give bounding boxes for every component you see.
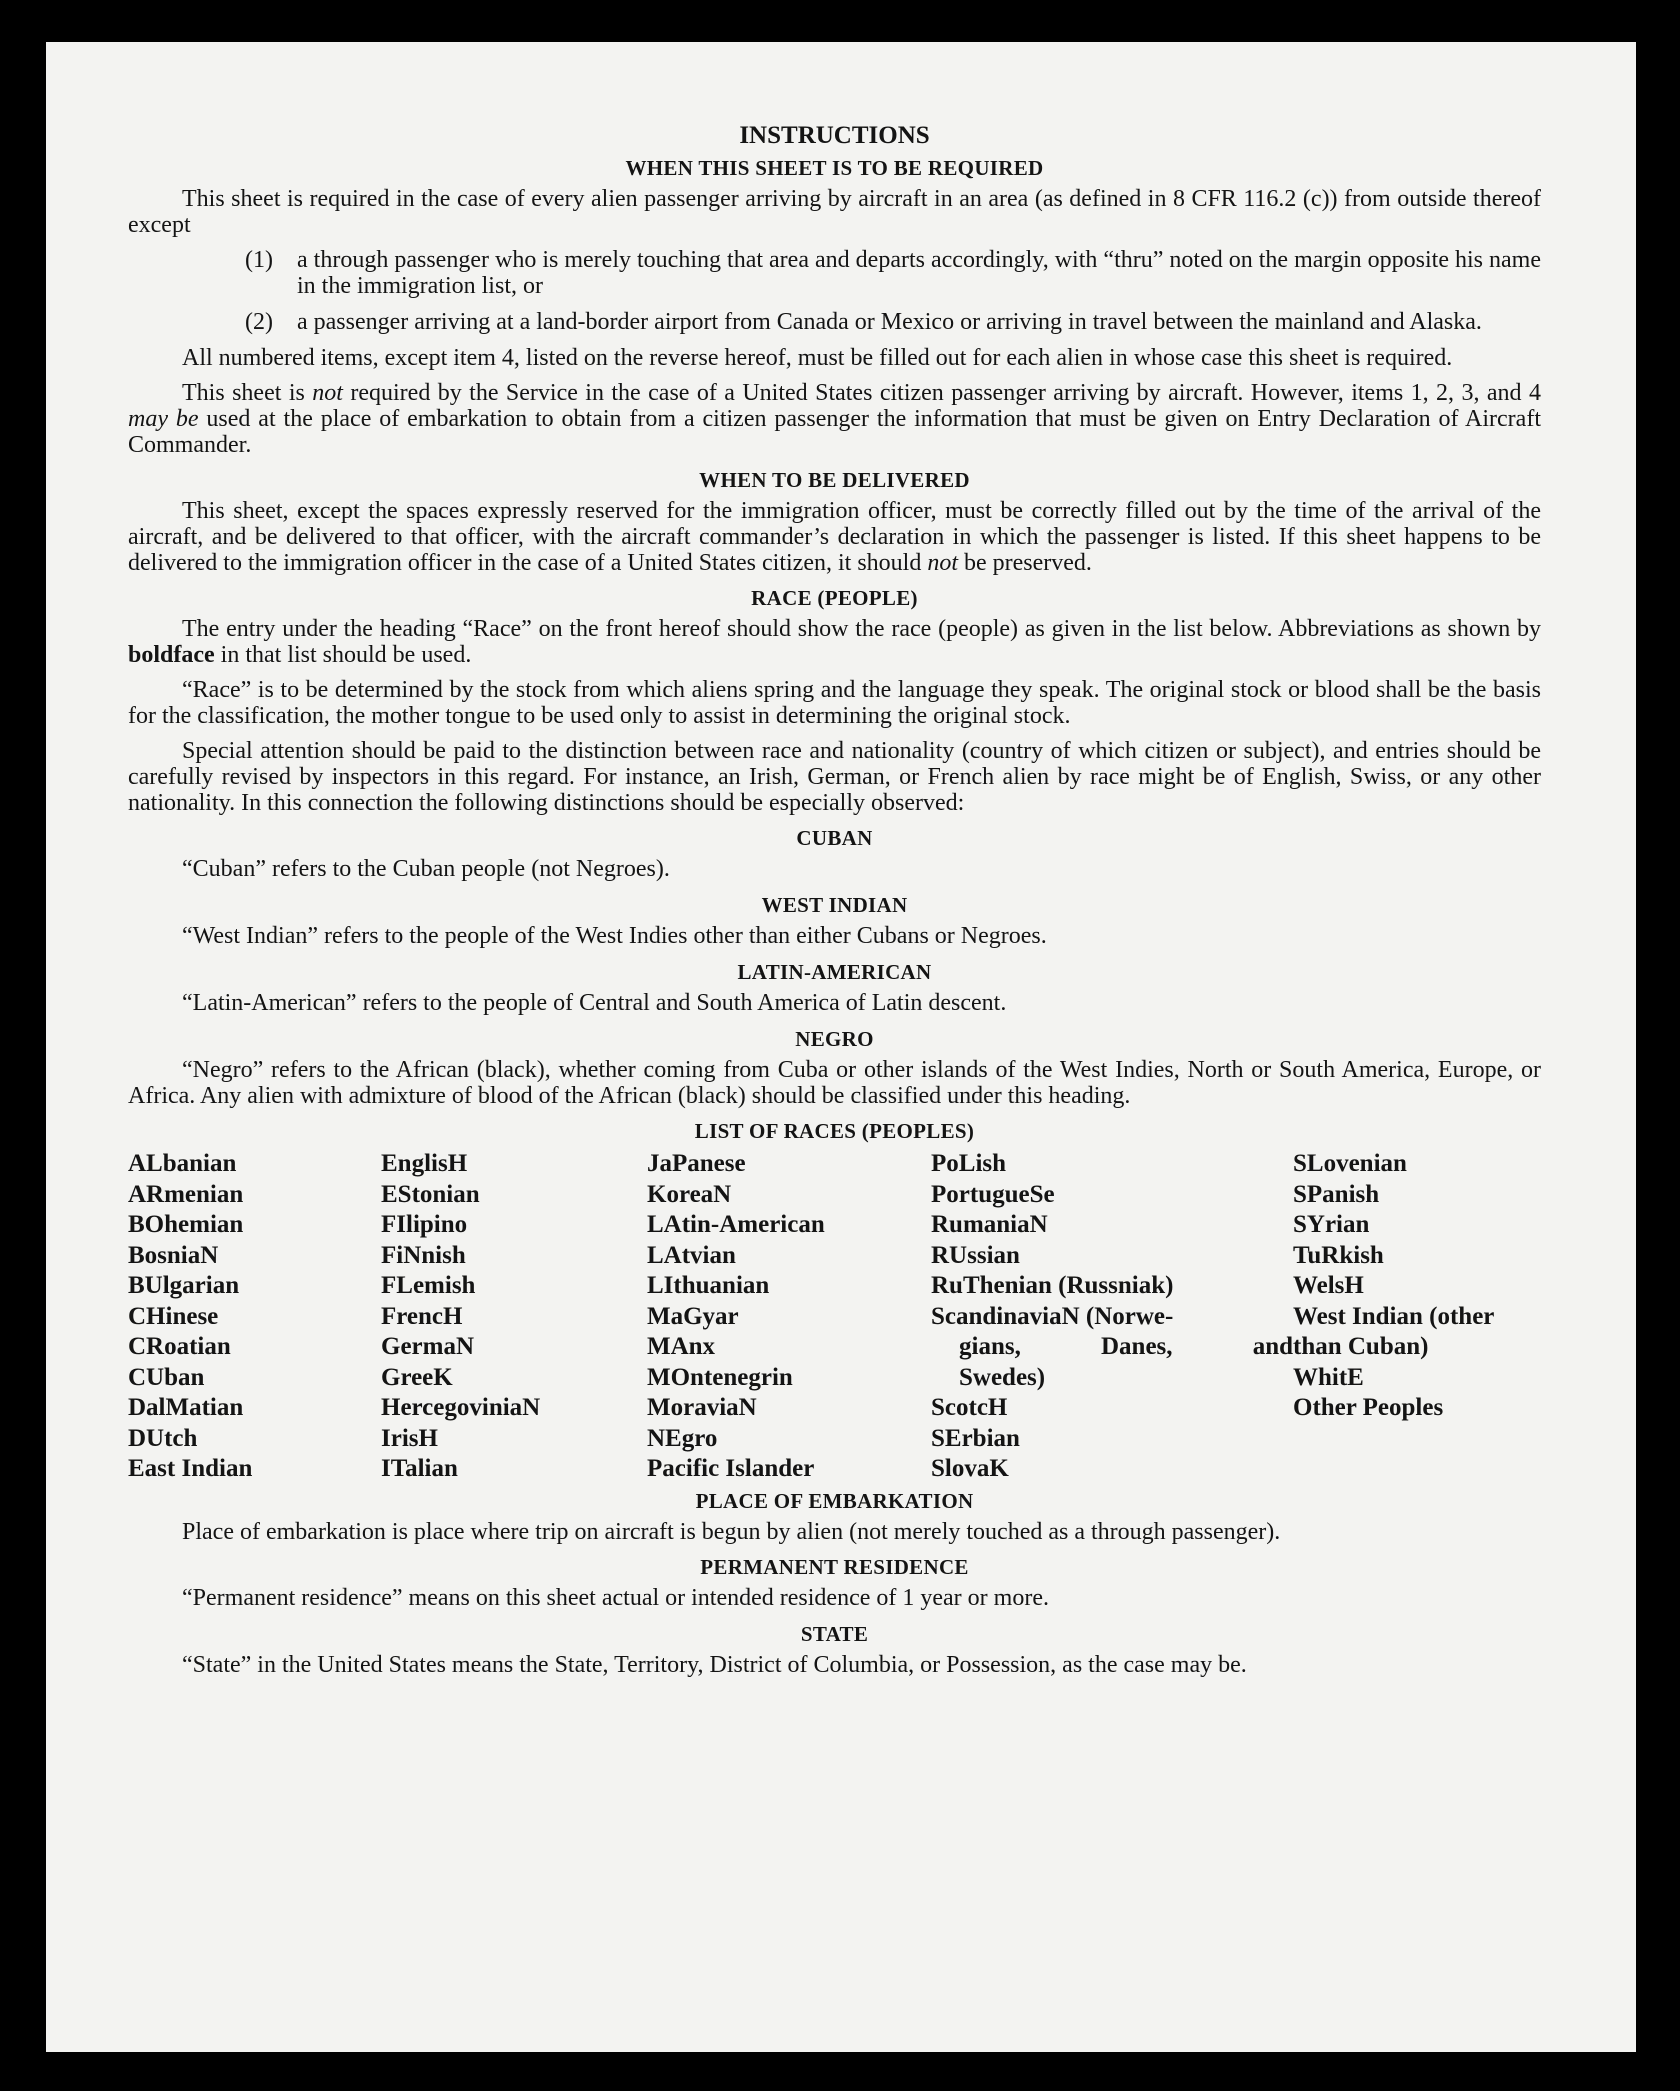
- race-list-item: GreeK: [381, 1363, 453, 1391]
- race-list-item: WhitE: [1293, 1363, 1364, 1391]
- race-list-item: CUban: [128, 1363, 205, 1391]
- race-list-item: ITalian: [381, 1455, 458, 1482]
- race-list-item: Swedes): [959, 1363, 1046, 1391]
- text-segment: in that list should be used.: [214, 642, 472, 668]
- exception-number: (2): [245, 309, 273, 335]
- race-list-item: ScandinaviaN (Norwe-: [931, 1302, 1174, 1330]
- race-list-item: KoreaN: [647, 1180, 732, 1208]
- race-list-item: LIthuanian: [647, 1272, 770, 1299]
- race-list-item: WelsH: [1293, 1272, 1364, 1299]
- text-segment: This sheet, except the spaces expressly reserved for the immigration officer, must be correctly filled out by the time of the arrival of the aircraft, and be delivered to that officer, with the aircraft commander’s declaration in which the passenger is listed. If this sheet happens to be delivered to the immigration officer in the case of a United States citizen, it should: [128, 498, 1541, 576]
- heading-state: STATE: [800, 1621, 869, 1646]
- race-list-item: East Indian: [128, 1455, 253, 1482]
- heading-when-required: WHEN THIS SHEET IS TO BE REQUIRED: [625, 156, 1044, 180]
- race-list-item: SLovenian: [1293, 1150, 1407, 1177]
- residence-definition: “Permanent residence” means on this sheet actual or intended residence of 1 year or more.: [182, 1584, 1049, 1611]
- race-column-1: [128, 1149, 381, 1485]
- race-list-item: MOntenegrin: [647, 1363, 793, 1391]
- race-list-item: NEgro: [647, 1424, 718, 1452]
- race-list-item: BOhemian: [128, 1211, 244, 1238]
- heading-negro: NEGRO: [795, 1027, 874, 1051]
- race-list-item: CHinese: [128, 1302, 219, 1330]
- heading-place-of-embarkation: PLACE OF EMBARKATION: [695, 1488, 974, 1513]
- race-list-item: SErbian: [931, 1424, 1020, 1452]
- text-segment: The entry under the heading “Race” on the front hereof should show the race (people) as given in the list below. Abbreviations as shown by: [182, 616, 1541, 642]
- race-list-item: RuThenian (Russniak): [931, 1272, 1174, 1299]
- heading-list-of-races: LIST OF RACES (PEOPLES): [694, 1119, 975, 1143]
- exception-number: (1): [245, 247, 273, 273]
- race-list-item: Other Peoples: [1293, 1394, 1444, 1421]
- race-list-item: Pacific Islander: [647, 1455, 815, 1482]
- west-indian-definition: “West Indian” refers to the people of the West Indies other than either Cubans or Negroes.: [182, 923, 1047, 949]
- race-column-5: [1293, 1149, 1541, 1485]
- race-list: [128, 1149, 1541, 1485]
- heading-latin-american: LATIN-AMERICAN: [737, 960, 932, 984]
- race-list-item: gians, Danes, and: [959, 1333, 1293, 1360]
- italic-not: not: [927, 550, 958, 576]
- race-list-item: FrencH: [381, 1302, 463, 1330]
- negro-definition: “Negro” refers to the African (black), whether coming from Cuba or other islands of the West Indies, North or South America, Europe, or Africa. Any alien with admixture of blood of the African (black) should be classified under this heading.: [128, 1057, 1541, 1109]
- latin-american-definition: “Latin-American” refers to the people of Central and South America of Latin descent.: [182, 990, 1007, 1016]
- race-paragraph-2: “Race” is to be determined by the stock from which aliens spring and the language they speak. The original stock or blood shall be the basis for the classification, the mother tongue to be used only to assist in determining the original stock.: [128, 677, 1541, 729]
- required-paragraph-2: All numbered items, except item 4, listed on the reverse hereof, must be filled out for each alien in whose case this sheet is required.: [182, 345, 1453, 371]
- race-list-item: West Indian (other: [1293, 1302, 1495, 1330]
- race-list-item: DalMatian: [128, 1394, 244, 1421]
- race-list-item: MAnx: [647, 1333, 716, 1360]
- cuban-definition: “Cuban” refers to the Cuban people (not Negroes).: [182, 856, 670, 882]
- race-list-item: than Cuban): [1293, 1333, 1429, 1360]
- page-title: INSTRUCTIONS: [739, 122, 930, 149]
- race-list-item: JaPanese: [647, 1150, 746, 1177]
- exception-item: [245, 247, 1541, 299]
- race-list-item: FIlipino: [381, 1211, 468, 1238]
- race-list-item: LAtin-American: [647, 1211, 825, 1238]
- text-segment: be preserved.: [958, 550, 1092, 576]
- heading-west-indian: WEST INDIAN: [761, 893, 908, 917]
- race-list-item: FiNnish: [381, 1241, 466, 1269]
- race-list-item: IrisH: [381, 1424, 438, 1452]
- state-definition: “State” in the United States means the State, Territory, District of Columbia, or Possession, as the case may be.: [182, 1651, 1247, 1678]
- race-list-item: BUlgarian: [128, 1272, 240, 1299]
- delivered-paragraph: [128, 498, 1541, 576]
- race-list-item: FLemish: [381, 1272, 476, 1299]
- exception-item: [245, 309, 1541, 335]
- race-list-item: BosniaN: [128, 1241, 219, 1269]
- race-list-item: SYrian: [1293, 1211, 1370, 1238]
- exception-text: a through passenger who is merely touching that area and departs accordingly, with “thru” noted on the margin opposite his name in the immigration list, or: [297, 247, 1541, 299]
- race-list-item: SPanish: [1293, 1180, 1380, 1208]
- race-list-item: SlovaK: [931, 1455, 1009, 1482]
- race-list-item: CRoatian: [128, 1333, 231, 1360]
- race-list-item: EnglisH: [381, 1150, 468, 1177]
- heading-permanent-residence: PERMANENT RESIDENCE: [700, 1554, 969, 1579]
- race-list-item: TuRkish: [1293, 1241, 1384, 1269]
- text-segment: used at the place of embarkation to obtain from a citizen passenger the information that must be given on Entry Declaration of Aircraft Commander.: [128, 406, 1541, 458]
- text-segment: This sheet is: [182, 380, 313, 406]
- heading-cuban: CUBAN: [796, 826, 873, 850]
- italic-may-be: may be: [128, 406, 199, 432]
- race-column-2: [381, 1149, 647, 1485]
- race-list-item: RumaniaN: [931, 1211, 1048, 1238]
- race-list-item: ScotcH: [931, 1394, 1008, 1421]
- race-list-item: ARmenian: [128, 1180, 244, 1208]
- required-intro: This sheet is required in the case of every alien passenger arriving by aircraft in an area (as defined in 8 CFR 116.2 (c)) from outside thereof except: [128, 186, 1541, 238]
- bold-boldface: boldface: [128, 642, 215, 668]
- text-segment: required by the Service in the case of a United States citizen passenger arriving by aircraft. However, items 1, 2, 3, and 4: [342, 380, 1541, 406]
- race-paragraph-3: Special attention should be paid to the distinction between race and nationality (country of which citizen or subject), and entries should be carefully revised by inspectors in this regard. For instance, an Irish, German, or French alien by race might be of English, Swiss, or any other nationality. In this connection the following distinctions should be especially observed:: [128, 738, 1541, 816]
- race-paragraph-1: [128, 616, 1541, 668]
- italic-not: not: [312, 380, 343, 406]
- race-column-4: [931, 1149, 1293, 1485]
- race-list-item: LAtvian: [647, 1241, 736, 1269]
- race-list-item: PoLish: [931, 1150, 1007, 1177]
- embarkation-definition: Place of embarkation is place where trip on aircraft is begun by alien (not merely touched as a through passenger).: [182, 1518, 1281, 1545]
- race-list-item: MoraviaN: [647, 1394, 757, 1421]
- race-list-item: EStonian: [381, 1180, 480, 1208]
- race-list-item: MaGyar: [647, 1302, 739, 1330]
- race-list-item: GermaN: [381, 1333, 475, 1360]
- race-list-item: ALbanian: [128, 1150, 237, 1177]
- race-list-item: RUssian: [931, 1241, 1020, 1269]
- document-page: [46, 42, 1636, 2052]
- heading-race: RACE (PEOPLE): [751, 586, 918, 610]
- heading-when-delivered: WHEN TO BE DELIVERED: [699, 468, 970, 492]
- race-list-item: PortugueSe: [931, 1180, 1055, 1208]
- required-paragraph-3: [128, 380, 1541, 458]
- race-column-3: [647, 1149, 931, 1485]
- exception-text: a passenger arriving at a land-border airport from Canada or Mexico or arriving in travel between the mainland and Alaska.: [297, 309, 1482, 335]
- race-list-item: DUtch: [128, 1424, 198, 1452]
- race-list-item: HercegoviniaN: [381, 1394, 541, 1421]
